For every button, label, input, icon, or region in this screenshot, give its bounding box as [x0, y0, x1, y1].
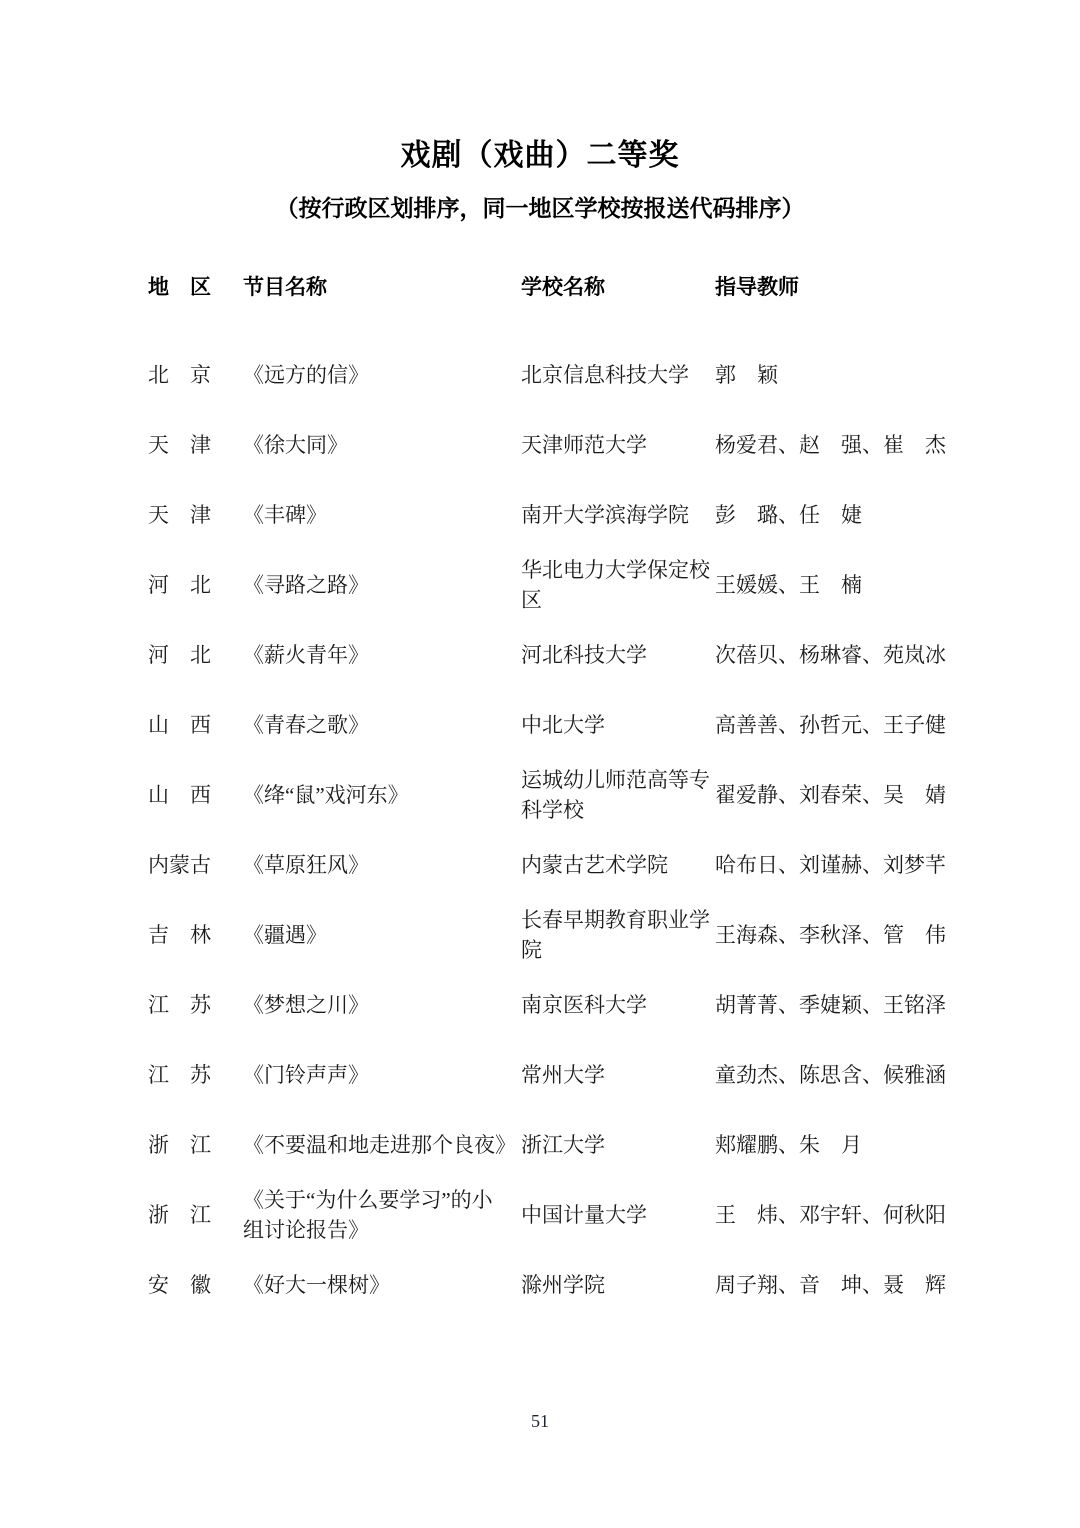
row-teachers: 胡菁菁、季婕颖、王铭泽	[715, 993, 946, 1017]
table-row	[148, 480, 940, 550]
row-school: 常州大学	[521, 1063, 605, 1087]
row-region: 北 京	[148, 363, 211, 387]
page-number: 51	[531, 1411, 549, 1431]
row-region: 安 徽	[148, 1273, 211, 1297]
row-program: 《不要温和地走进那个良夜》	[243, 1133, 516, 1157]
row-region: 浙 江	[148, 1133, 211, 1157]
page-subtitle: （按行政区划排序，同一地区学校按报送代码排序）	[275, 196, 805, 221]
row-teachers: 童劲杰、陈思含、候雅涵	[715, 1063, 946, 1087]
row-region: 山 西	[148, 783, 211, 807]
table-row	[148, 340, 940, 410]
row-program: 《疆遇》	[243, 923, 327, 947]
row-teachers: 杨爱君、赵 强、崔 杰	[715, 433, 946, 457]
row-teachers: 翟爱静、刘春荣、吴 婧	[715, 783, 946, 807]
row-school: 滁州学院	[521, 1273, 605, 1297]
row-region: 吉 林	[148, 923, 211, 947]
row-school: 河北科技大学	[521, 643, 647, 667]
row-program: 《薪火青年》	[243, 643, 369, 667]
page-title: 戏剧（戏曲）二等奖	[400, 139, 680, 172]
row-region: 天 津	[148, 503, 211, 527]
table-row	[148, 620, 946, 690]
row-program: 《好大一棵树》	[243, 1273, 390, 1297]
row-school: 长春早期教育职业学院	[521, 908, 710, 962]
row-region: 内蒙古	[148, 853, 211, 877]
row-school: 南京医科大学	[521, 993, 647, 1017]
row-school: 中北大学	[521, 713, 605, 737]
header-teachers: 指导教师	[715, 275, 799, 299]
row-teachers: 王海森、李秋泽、管 伟	[715, 923, 946, 947]
row-school: 浙江大学	[521, 1133, 605, 1157]
row-school: 运城幼儿师范高等专科学校	[521, 768, 710, 822]
row-program: 《寻路之路》	[243, 573, 369, 597]
table-body	[148, 340, 946, 1320]
row-region: 江 苏	[148, 993, 211, 1017]
row-teachers: 王 炜、邓宇轩、何秋阳	[715, 1203, 946, 1227]
row-teachers: 郭 颖	[715, 363, 778, 387]
row-region: 天 津	[148, 433, 211, 457]
row-program: 《远方的信》	[243, 363, 369, 387]
table-row	[148, 1180, 946, 1250]
row-program: 《青春之歌》	[243, 713, 369, 737]
row-teachers: 高善善、孙哲元、王子健	[715, 713, 946, 737]
table-row	[148, 1110, 940, 1180]
row-region: 河 北	[148, 573, 211, 597]
table-row	[148, 760, 946, 830]
row-program: 《门铃声声》	[243, 1063, 369, 1087]
row-school: 内蒙古艺术学院	[521, 853, 668, 877]
row-school: 北京信息科技大学	[521, 363, 689, 387]
awards-table	[148, 272, 946, 1320]
table-row	[148, 970, 946, 1040]
row-program: 《梦想之川》	[243, 993, 369, 1017]
header-region: 地 区	[148, 275, 211, 299]
row-program: 《徐大同》	[243, 433, 348, 457]
row-teachers: 王媛媛、王 楠	[715, 573, 862, 597]
header-school: 学校名称	[521, 275, 605, 299]
table-row	[148, 410, 946, 480]
row-region: 山 西	[148, 713, 211, 737]
table-row	[148, 900, 946, 970]
row-program: 《绛“鼠”戏河东》	[243, 783, 409, 807]
row-region: 江 苏	[148, 1063, 211, 1087]
row-teachers: 郏耀鹏、朱 月	[715, 1133, 862, 1157]
table-row	[148, 550, 940, 620]
row-school: 华北电力大学保定校区	[521, 558, 710, 612]
table-row	[148, 1040, 946, 1110]
header-program: 节目名称	[243, 275, 327, 299]
row-program: 《草原狂风》	[243, 853, 369, 877]
table-row	[148, 830, 946, 900]
row-school: 中国计量大学	[521, 1203, 647, 1227]
table-row	[148, 1250, 946, 1320]
row-teachers: 彭 璐、任 婕	[715, 503, 862, 527]
row-teachers: 周子翔、音 坤、聂 辉	[715, 1273, 946, 1297]
row-region: 河 北	[148, 643, 211, 667]
row-program: 《丰碑》	[243, 503, 327, 527]
row-program: 《关于“为什么要学习”的小组讨论报告》	[243, 1188, 493, 1242]
row-region: 浙 江	[148, 1203, 211, 1227]
row-teachers: 次蓓贝、杨琳睿、苑岚冰	[715, 643, 946, 667]
row-teachers: 哈布日、刘谨赫、刘梦芊	[715, 853, 946, 877]
row-school: 天津师范大学	[521, 433, 647, 457]
table-row	[148, 690, 946, 760]
table-header-row	[148, 272, 940, 302]
row-school: 南开大学滨海学院	[521, 503, 689, 527]
